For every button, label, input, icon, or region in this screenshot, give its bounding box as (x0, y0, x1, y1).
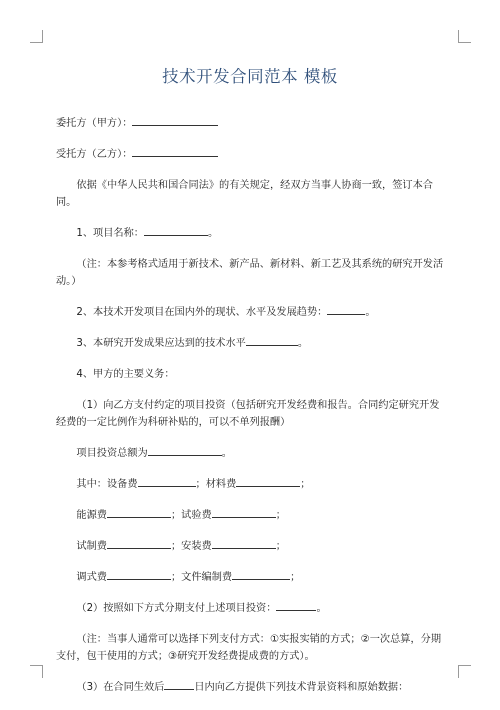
trial-cost-label: 试制费 (76, 541, 107, 552)
punctuation: 。 (316, 603, 327, 614)
contractor-party-blank (132, 146, 218, 157)
crop-mark-top-left (30, 30, 43, 43)
client-party-blank (132, 115, 218, 126)
punctuation: 。 (208, 228, 219, 239)
energy-cost-blank (107, 507, 171, 518)
preamble-paragraph: 依据《中华人民共和国合同法》的有关规定，经双方当事人协商一致，签订本合同。 (56, 180, 433, 208)
document-body (56, 115, 446, 710)
status-quo-label: 2、本技术开发项目在国内外的现状、水平及发展趋势： (76, 307, 328, 318)
contractor-party-label: 受托方（乙方）： (56, 149, 133, 160)
documentation-cost-label: ；文件编制费 (170, 572, 233, 583)
cost-line-energy-testing (56, 507, 446, 524)
punctuation: ； (275, 510, 286, 521)
technical-data-line (56, 679, 446, 696)
testing-cost-blank (212, 507, 276, 518)
cost-line-equipment-materials (56, 476, 446, 493)
materials-cost-label: ；材料费 (195, 479, 237, 490)
total-investment-blank (148, 445, 222, 456)
documentation-cost-blank (232, 569, 290, 580)
equipment-cost-blank (138, 476, 196, 487)
party-a-obligations-heading: 4、甲方的主要义务： (76, 369, 175, 380)
trial-cost-blank (107, 538, 171, 549)
materials-cost-blank (236, 476, 300, 487)
punctuation: ； (275, 541, 286, 552)
project-name-line (56, 225, 446, 242)
status-quo-blank (327, 304, 365, 315)
punctuation: 。 (297, 338, 309, 349)
target-level-blank (246, 335, 298, 346)
total-investment-line (56, 445, 446, 462)
testing-cost-label: ；试验费 (170, 510, 212, 521)
debug-cost-label: 调式费 (76, 572, 107, 583)
cost-line-debug-docs (56, 569, 446, 586)
days-blank (164, 679, 194, 690)
cost-line-trial-installation (56, 538, 446, 555)
total-investment-label: 项目投资总额为 (76, 448, 148, 459)
target-level-label: 3、本研究开发成果应达到的技术水平 (76, 338, 246, 349)
obligation-1-paragraph: （1）向乙方支付约定的项目投资（包括研究开发经费和报告。合同约定研究开发经费的一定比例作为科研补贴的，可以不单列报酬） (56, 400, 440, 428)
technical-data-label-start: （3）在合同生效后 (76, 682, 165, 693)
payment-schedule-label: （2）按照如下方式分期支付上述项目投资： (76, 603, 277, 614)
crop-mark-bottom-left (30, 665, 43, 678)
crop-mark-top-right (458, 30, 471, 43)
scope-note: （注：本参考格式适用于新技术、新产品、新材料、新工艺及其系统的研究开发活动。） (56, 259, 444, 287)
target-level-line (56, 335, 446, 352)
installation-cost-label: ；安装费 (170, 541, 212, 552)
crop-mark-bottom-right (458, 665, 471, 678)
debug-cost-blank (107, 569, 171, 580)
project-name-blank (144, 225, 208, 236)
punctuation: 。 (221, 448, 232, 459)
status-quo-line (56, 304, 446, 321)
punctuation: ； (300, 479, 311, 490)
project-name-label: 1、项目名称： (76, 228, 144, 239)
punctuation: 。 (365, 307, 376, 318)
installation-cost-blank (212, 538, 276, 549)
technical-data-label-end: 日内向乙方提供下列技术背景资料和原始数据： (194, 682, 409, 693)
client-party-line (56, 115, 446, 132)
punctuation: ； (290, 572, 301, 583)
document-title: 技术开发合同范本 模板 (162, 67, 338, 86)
energy-cost-label: 能源费 (76, 510, 107, 521)
payment-schedule-line (56, 600, 446, 617)
client-party-label: 委托方（甲方）： (56, 118, 133, 129)
contractor-party-line (56, 146, 446, 163)
equipment-cost-label: 其中：设备费 (76, 479, 138, 490)
payment-schedule-blank (276, 600, 316, 611)
payment-method-note: （注：当事人通常可以选择下列支付方式：①实报实销的方式；②一次总算，分期支付，包干使用的方式；③研究开发经费提成费的方式）。 (56, 634, 442, 662)
